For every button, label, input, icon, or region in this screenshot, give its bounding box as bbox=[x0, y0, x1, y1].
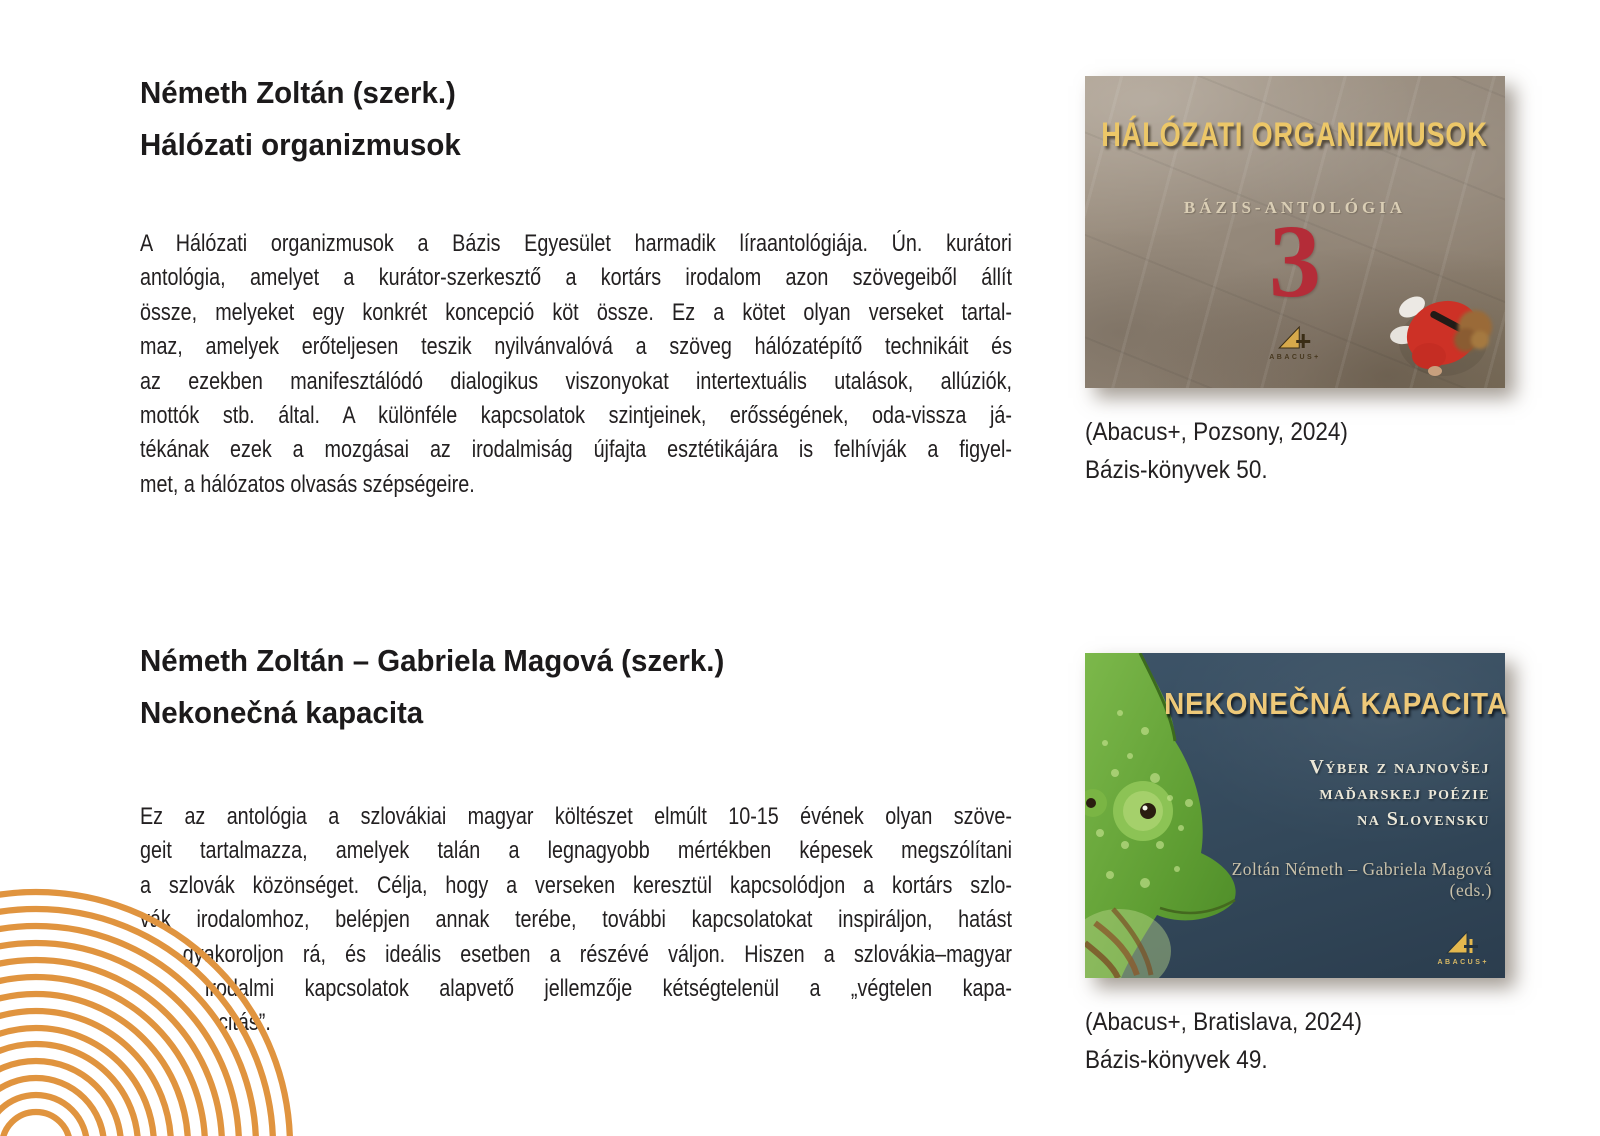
cover-title: NEKONEČNÁ KAPACITA bbox=[1163, 686, 1508, 721]
entry2-book-title-heading: Nekonečná kapacita bbox=[140, 695, 424, 730]
caption-series-number: Bázis-könyvek 49. bbox=[1085, 1046, 1268, 1074]
entry1-author-heading: Németh Zoltán (szerk.) bbox=[140, 75, 456, 110]
publisher-logo-text: ABACUS+ bbox=[1269, 354, 1321, 361]
cover-editors-line: Zoltán Németh – Gabriela Magová (eds.) bbox=[1231, 859, 1492, 900]
body-line: mottók stb. által. A különféle kapcsolatok szintjeinek, erősségének, oda-vissza já- bbox=[140, 402, 1012, 430]
entry1-description bbox=[140, 227, 1012, 502]
body-line: geit tartalmazza, amelyek talán a legnagyobb mértékben képesek megszólítani bbox=[140, 837, 1012, 865]
entry2-author-heading: Németh Zoltán – Gabriela Magová (szerk.) bbox=[140, 643, 725, 678]
body-line: maz, amelyek erőteljesen teszik nyilvánvalóvá a szöveg hálózatépítő technikáit és bbox=[140, 333, 1012, 361]
body-line: vák irodalomhoz, belépjen annak terébe, további kapcsolatokat inspiráljon, hatást bbox=[140, 906, 1012, 934]
body-line: össze, melyeket egy konkrét koncepció köt össze. Ez a kötet olyan verseket tartal- bbox=[140, 298, 1012, 326]
entry1-book-title-heading: Hálózati organizmusok bbox=[140, 127, 461, 162]
body-line: a szlovák közönséget. Célja, hogy a verseken keresztül kapcsolódjon a kortárs szlo- bbox=[140, 871, 1012, 899]
abacus-publisher-logo bbox=[1269, 326, 1321, 361]
body-line: Ez az antológia a szlovákiai magyar költészet elmúlt 10-15 évének olyan szöve- bbox=[140, 803, 1012, 830]
cover-subtitle-line: maďarskej poézie bbox=[1319, 782, 1490, 804]
person-top-view-illustration bbox=[1383, 278, 1503, 388]
cover-series-label: BÁZIS-ANTOLÓGIA bbox=[1183, 198, 1407, 217]
body-line: antológia, amelyet a kurátor-szerkesztő a kortárs irodalom azon szövegeiből állít bbox=[140, 264, 1012, 292]
entry2-caption bbox=[1085, 1003, 1362, 1079]
cover-subtitle-line: na Slovensku bbox=[1357, 808, 1490, 830]
body-line: az ezekben manifesztálódó dialogikus viszonyokat intertextuális utalások, allúziók, bbox=[140, 367, 1012, 395]
body-line: gyakoroljon rá, és ideális esetben a részévé váljon. Hiszen a szlovákia–magyar bbox=[182, 940, 1012, 968]
abacus-logo-icon bbox=[1276, 326, 1314, 353]
cover-subtitle-line: Výber z najnovšej bbox=[1309, 756, 1490, 778]
body-line: A Hálózati organizmusok a Bázis Egyesület harmadik líraantológiája. Ún. kurátori bbox=[140, 230, 1012, 257]
body-line: tékának ezek a mozgásai az irodalmiság újfajta esztétikájára is felhívják a figyel- bbox=[140, 436, 1012, 464]
cover-subtitle bbox=[1205, 754, 1490, 832]
abacus-publisher-logo bbox=[1437, 931, 1489, 966]
book-cover-nekonecna-kapacita bbox=[1085, 653, 1508, 978]
cover-title: HÁLÓZATI ORGANIZMUSOK bbox=[1101, 116, 1489, 154]
body-line: citás”. bbox=[218, 1009, 271, 1037]
concentric-rings-decoration bbox=[0, 884, 300, 1136]
caption-publisher: (Abacus+, Bratislava, 2024) bbox=[1085, 1008, 1363, 1036]
body-line: met, a hálózatos olvasás szépségeire. bbox=[140, 470, 475, 498]
caption-series-number: Bázis-könyvek 50. bbox=[1085, 456, 1268, 484]
caption-publisher: (Abacus+, Pozsony, 2024) bbox=[1085, 418, 1348, 446]
entry1-caption bbox=[1085, 413, 1348, 489]
book-cover-halozati-organizmusok bbox=[1085, 76, 1505, 388]
publisher-logo-text: ABACUS+ bbox=[1437, 959, 1489, 966]
cover-volume-number: 3 bbox=[1269, 204, 1321, 319]
abacus-logo-icon bbox=[1444, 931, 1482, 958]
body-line: irodalmi kapcsolatok alapvető jellemzője kétségtelenül a „végtelen kapa- bbox=[204, 975, 1012, 1003]
